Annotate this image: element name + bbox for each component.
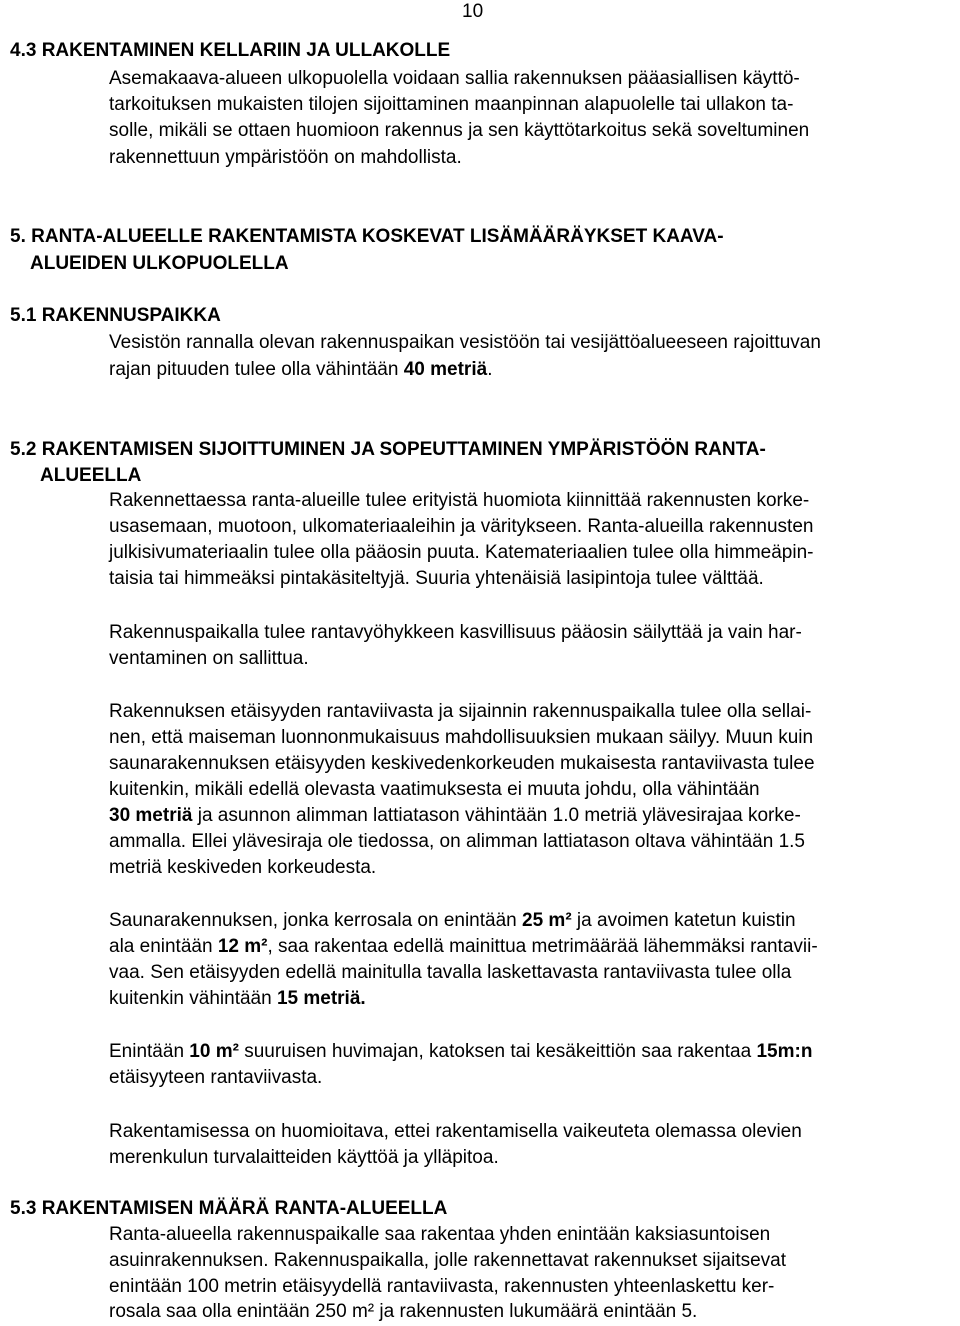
text: , saa rakentaa edellä mainittua metrimäärää lähemmäksi rantavii- (267, 936, 818, 957)
section-5-heading: 5. RANTA-ALUEELLE RAKENTAMISTA KOSKEVAT LISÄMÄÄRÄYKSET KAAVA- (10, 226, 724, 247)
paragraph-line (109, 935, 818, 959)
text: ja avoimen katetun kuistin (571, 910, 796, 931)
section-5-heading-cont: ALUEIDEN ULKOPUOLELLA (30, 253, 289, 274)
paragraph-line: taisia tai himmeäksi pintakäsiteltyjä. Suuria yhtenäisiä lasipintoja tulee välttää. (109, 568, 764, 589)
section-5-3-line: asuinrakennuksen. Rakennuspaikalla, jolle rakennettavat rakennukset sijaitsevat (109, 1250, 787, 1271)
paragraph-line (109, 1040, 812, 1064)
text: ala enintään (109, 936, 218, 957)
section-5-2-heading: 5.2 RAKENTAMISEN SIJOITTUMINEN JA SOPEUTTAMINEN YMPÄRISTÖÖN RANTA- (10, 439, 766, 460)
text: Saunarakennuksen, jonka kerrosala on enintään (109, 910, 523, 931)
text: kuitenkin vähintään (109, 988, 277, 1009)
paragraph-line: nen, että maiseman luonnonmukaisuus mahdollisuuksien mukaan säilyy. Muun kuin (109, 727, 814, 748)
bold-text: 15m:n (756, 1041, 813, 1062)
section-5-3-line: rosala saa olla enintään 250 m² ja rakennusten lukumäärä enintään 5. (109, 1301, 698, 1322)
section-4-3-line: tarkoituksen mukaisten tilojen sijoittaminen maanpinnan alapuolelle tai ullakon ta- (109, 94, 794, 115)
paragraph-line: Rakennettaessa ranta-alueille tulee erityistä huomiota kiinnittää rakennusten korke- (109, 490, 810, 511)
section-5-1-heading: 5.1 RAKENNUSPAIKKA (10, 305, 221, 326)
paragraph-line: saunarakennuksen etäisyyden keskivedenkorkeuden mukaisesta rantaviivasta tulee (109, 753, 815, 774)
paragraph-line: Rakentamisessa on huomioitava, ettei rakentamisella vaikeuteta olemassa olevien (109, 1121, 802, 1142)
paragraph-line: ammalla. Ellei ylävesiraja ole tiedossa, on alimman lattiatason oltava vähintään 1.5 (109, 831, 805, 852)
paragraph-line (109, 804, 801, 828)
text: Enintään (109, 1041, 190, 1062)
text: suuruisen huvimajan, katoksen tai kesäkeittiön saa rakentaa (238, 1041, 757, 1062)
paragraph-line (109, 909, 796, 933)
section-4-3-heading: 4.3 RAKENTAMINEN KELLARIIN JA ULLAKOLLE (10, 40, 451, 61)
paragraph-line: kuitenkin, mikäli edellä olevasta vaatimuksesta ei muuta johdu, olla vähintään (109, 779, 760, 800)
paragraph-line: etäisyyteen rantaviivasta. (109, 1067, 323, 1088)
text: rajan pituuden tulee olla vähintään (109, 359, 404, 380)
paragraph-line (109, 987, 366, 1011)
paragraph-line: metriä keskiveden korkeudesta. (109, 857, 377, 878)
paragraph-line: ventaminen on sallittua. (109, 648, 309, 669)
text: . (487, 359, 493, 380)
bold-text: 12 m² (217, 936, 268, 957)
section-5-2-heading-cont: ALUEELLA (40, 465, 142, 486)
bold-text: 40 metriä (403, 359, 488, 380)
section-5-3-line: enintään 100 metrin etäisyydellä rantaviivasta, rakennusten yhteenlaskettu ker- (109, 1276, 775, 1297)
text: ja asunnon alimman lattiatason vähintään 1.0 metriä ylävesirajaa korke- (192, 805, 801, 826)
section-4-3-line: rakennettuun ympäristöön on mahdollista. (109, 147, 462, 168)
section-4-3-line: solle, mikäli se ottaen huomioon rakennus ja sen käyttötarkoitus sekä soveltuminen (109, 120, 810, 141)
bold-text: 10 m² (189, 1041, 239, 1062)
section-4-3-line: Asemakaava-alueen ulkopuolella voidaan sallia rakennuksen pääasiallisen käyttö- (109, 68, 800, 89)
section-5-3-line: Ranta-alueella rakennuspaikalle saa rakentaa yhden enintään kaksiasuntoisen (109, 1224, 771, 1245)
paragraph-line: merenkulun turvalaitteiden käyttöä ja ylläpitoa. (109, 1147, 499, 1168)
bold-text: 15 metriä. (276, 988, 366, 1009)
section-5-1-line (109, 358, 492, 382)
paragraph-line: Rakennuksen etäisyyden rantaviivasta ja sijainnin rakennuspaikalla tulee olla sellai- (109, 701, 812, 722)
paragraph-line: Rakennuspaikalla tulee rantavyöhykkeen kasvillisuus pääosin säilyttää ja vain har- (109, 622, 802, 643)
page-number: 10 (462, 1, 484, 22)
paragraph-line: usasemaan, muotoon, ulkomateriaaleihin ja väritykseen. Ranta-alueilla rakennusten (109, 516, 814, 537)
section-5-1-line: Vesistön rannalla olevan rakennuspaikan vesistöön tai vesijättöalueeseen rajoittuvan (109, 332, 821, 353)
bold-text: 25 m² (522, 910, 572, 931)
section-5-3-heading: 5.3 RAKENTAMISEN MÄÄRÄ RANTA-ALUEELLA (10, 1198, 448, 1219)
paragraph-line: vaa. Sen etäisyyden edellä mainitulla tavalla laskettavasta rantaviivasta tulee olla (109, 962, 792, 983)
bold-text: 30 metriä (109, 805, 193, 826)
paragraph-line: julkisivumateriaalin tulee olla pääosin puuta. Katemateriaalien tulee olla himmeäpin- (109, 542, 814, 563)
